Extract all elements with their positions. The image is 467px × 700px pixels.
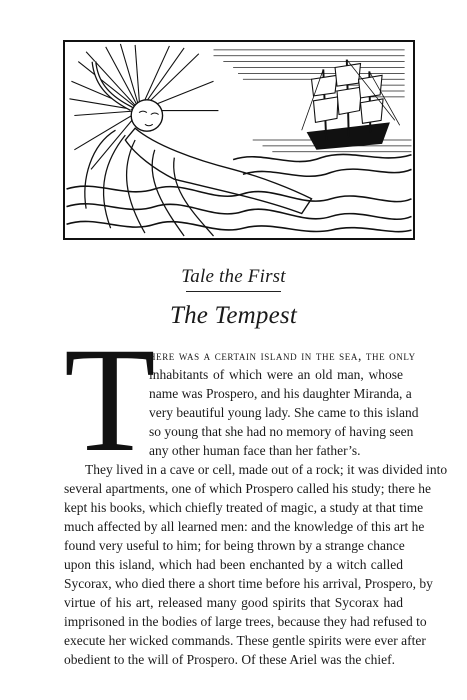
text-line: virtue of his art, released many good spirits that Sycorax had [64,595,403,610]
text-line: Sycorax, who died there a short time before his arrival, Prospero, by [64,576,433,591]
illustration-artwork [65,42,413,238]
text-line: several apartments, one of which Prospero called his study; there he [64,481,432,496]
text-line: here was a certain island in the sea, the only [149,348,416,363]
text-line: upon this island, which had been enchanted by a witch called [64,557,403,572]
text-line: kept his books, which chiefly treated of magic, a study at that time [64,500,424,515]
text-line: name was Prospero, and his daughter Miranda, a [149,386,412,401]
title-divider [186,291,281,292]
text-line: obedient to the will of Prospero. Of these Ariel was the chief. [64,652,396,667]
chapter-title: The Tempest [170,302,297,329]
drop-cap: T [64,317,156,483]
text-line: any other human face than her father’s. [149,443,361,458]
text-line: They lived in a cave or cell, made out of a rock; it was divided into [85,462,448,477]
text-line: so young that she had no memory of having seen [149,424,414,439]
text-line: found very useful to him; for being thrown by a strange chance [64,538,405,553]
text-line: inhabitants of which were an old man, whose [149,367,403,382]
tale-subtitle: Tale the First [181,266,286,287]
text-line: execute her wicked commands. These gentle spirits were ever after [64,633,426,648]
text-line: very beautiful young lady. She came to this island [149,405,419,420]
text-line: much affected by all learned men: and the knowledge of this art he [64,519,425,534]
tempest-illustration [63,40,415,240]
text-line: imprisoned in the bodies of large trees, because they had refused to [64,614,427,629]
